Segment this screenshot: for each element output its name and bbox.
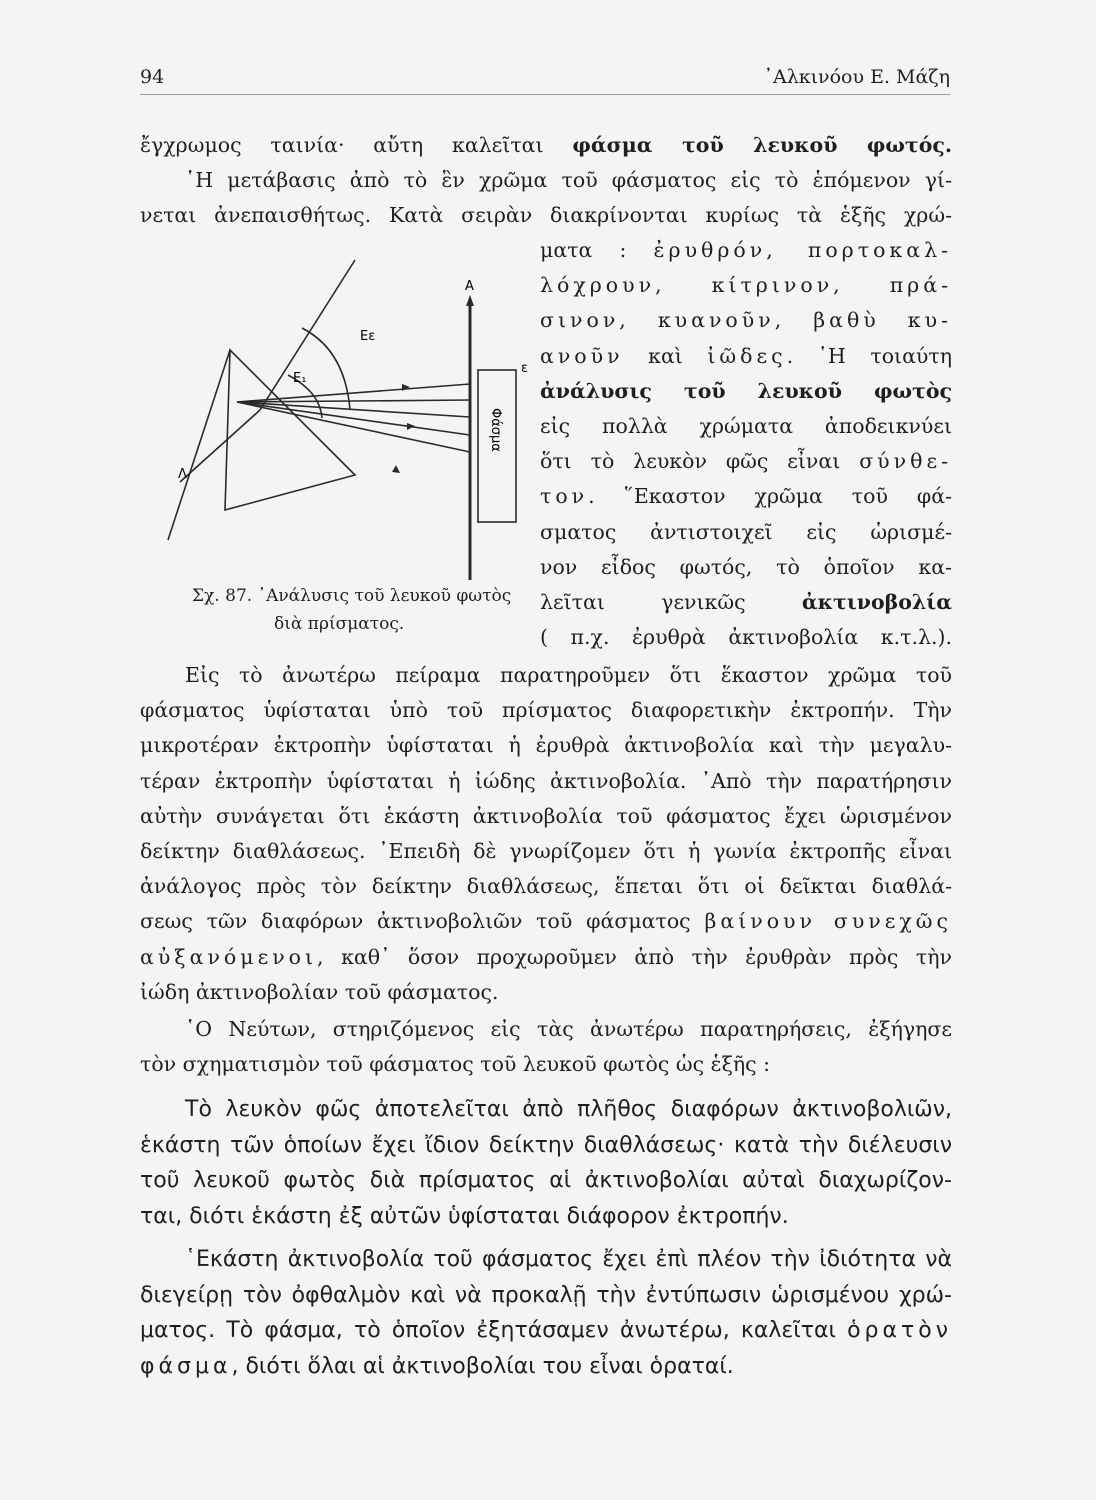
label-e1: Ε₁ — [293, 371, 307, 386]
label-ee: Εε — [360, 329, 376, 344]
text-line: ματος. Τὸ φάσμα, τὸ ὁποῖον ἐξητάσαμεν ἀνωτέρω, καλεῖται ὁρατὸν — [140, 1318, 952, 1343]
text-line: σινον, κυανοῦν, βαθὺ κυ- — [540, 308, 952, 333]
label-lambda: Λ — [178, 467, 187, 482]
paragraph-newton — [140, 1012, 952, 1082]
intro-paragraph — [140, 128, 952, 234]
paragraph-explanation — [140, 1092, 952, 1234]
figure-caption — [192, 582, 522, 638]
text-line: ματα : ἐρυθρόν, πορτοκαλ- — [540, 238, 952, 262]
page-header — [140, 62, 950, 95]
wrapped-text — [540, 233, 952, 655]
term-analysis: ἀνάλυσις τοῦ λευκοῦ φωτὸς — [540, 378, 952, 403]
page-number: 94 — [140, 66, 165, 88]
text-line: τὸν σχηματισμὸν τοῦ φάσματος τοῦ λευκοῦ φωτὸς ὡς ἑξῆς : — [140, 1052, 771, 1077]
text-line: δείκτην διαθλάσεως. ᾿Επειδὴ δὲ γνωρίζομεν ὅτι ἡ γωνία ἐκτροπῆς εἶναι — [140, 838, 952, 863]
deviation-arc-ee — [302, 328, 350, 410]
text-line: σματος ἀντιστοιχεῖ εἰς ὡρισμέ- — [540, 519, 952, 544]
prism-figure — [140, 240, 535, 610]
normal-line — [260, 260, 355, 410]
text-line: νον εἶδος φωτός, τὸ ὁποῖον κα- — [540, 554, 952, 579]
text-line: τον. ῞Εκαστον χρῶμα τοῦ φά- — [540, 484, 952, 509]
paragraph-visible-spectrum — [140, 1242, 952, 1384]
prism-diagram — [140, 240, 535, 580]
text-line: ὅτι τὸ λευκὸν φῶς εἶναι σύνθε- — [540, 449, 952, 474]
screen-arrow — [466, 295, 474, 306]
text-line: ῾Ο Νεύτων, στηριζόμενος εἰς τὰς ἀνωτέρω παρατηρήσεις, ἐξήγησε — [185, 1017, 952, 1041]
text-line: διεγείρῃ τὸν ὀφθαλμὸν καὶ νὰ προκαλῇ τὴν ἐντύπωσιν ὡρισμένου χρώ- — [140, 1282, 952, 1308]
running-head: ᾿Αλκινόου Ε. Μάζη — [763, 66, 950, 88]
text-line: ἔγχρωμος ταινία· αὔτη καλεῖται φάσμα τοῦ λευκοῦ φωτός. — [140, 133, 952, 157]
label-a: Α — [465, 279, 474, 294]
text-line: νεται ἀνεπαισθήτως. Κατὰ σειρὰν διακρίνονται κυρίως τὰ ἑξῆς χρώ- — [140, 203, 952, 228]
text-line: εἰς πολλὰ χρώματα ἀποδεικνύει — [540, 413, 952, 438]
caption-line: Σχ. 87. ᾿Ανάλυσις τοῦ λευκοῦ φωτὸς — [192, 586, 512, 606]
label-e: ε — [521, 361, 529, 376]
text-line: αὐτὴν συνάγεται ὅτι ἑκάστη ἀκτινοβολία τοῦ φάσματος ἔχει ὡρισμένον — [140, 803, 952, 828]
ray-blue — [237, 402, 470, 435]
prism-outline — [225, 350, 355, 510]
term-radiation: ἀκτινοβολία — [801, 589, 952, 614]
text-line: σεως τῶν διαφόρων ἀκτινοβολιῶν τοῦ φάσματος βαίνουν συνεχῶς — [140, 909, 952, 934]
text-line: μικροτέραν ἐκτροπὴν ὑφίσταται ἡ ἐρυθρὰ ἀκτινοβολία καὶ τὴν μεγαλυ- — [140, 733, 952, 758]
text-line: ( π.χ. ἐρυθρὰ ἀκτινοβολία κ.τ.λ.). — [540, 625, 952, 650]
text-line: ανοῦν καὶ ἰῶδες. ῾Η τοιαύτη — [540, 343, 952, 368]
text-line: λόχρουν, κίτρινον, πρά- — [540, 273, 952, 298]
text-line: ῾Εκάστη ἀκτινοβολία τοῦ φάσματος ἔχει ἐπὶ πλέον τὴν ἰδιότητα νὰ — [185, 1247, 952, 1272]
text-line: ῾Η μετάβασις ἀπὸ τὸ ἓν χρῶμα τοῦ φάσματος εἰς τὸ ἑπόμενον γί- — [185, 168, 952, 193]
text-line: φάσματος ὑφίσταται ὑπὸ τοῦ πρίσματος διαφορετικὴν ἐκτροπήν. Τὴν — [140, 698, 952, 723]
text-line: τοῦ λευκοῦ φωτὸς διὰ πρίσματος αἱ ἀκτινοβολίαι αὐταὶ διαχωρίζον- — [140, 1168, 952, 1193]
caption-line: διὰ πρίσματος. — [274, 614, 405, 634]
term-spectrum: φάσμα τοῦ λευκοῦ φωτός. — [572, 133, 952, 157]
paragraph-deviation — [140, 658, 952, 1010]
incident-ray — [180, 410, 260, 482]
text-line: Τὸ λευκὸν φῶς ἀποτελεῖται ἀπὸ πλῆθος διαφόρων ἀκτινοβολιῶν, — [185, 1097, 952, 1122]
text-line: ἀνάλογος πρὸς τὸν δείκτην διαθλάσεως, ἕπεται ὅτι οἱ δεῖκται διαθλά- — [140, 874, 952, 899]
text-line: ἰώδη ἀκτινοβολίαν τοῦ φάσματος. — [140, 979, 499, 1004]
text-line: αὐξανόμενοι, καθ᾿ ὅσον προχωροῦμεν ἀπὸ τὴν ἐρυθρὰν πρὸς τὴν — [140, 944, 952, 969]
text-line: Εἰς τὸ ἀνωτέρω πείραμα παρατηροῦμεν ὅτι ἕκαστον χρῶμα τοῦ — [185, 663, 952, 687]
text-line: ται, διότι ἑκάστη ἐξ αὐτῶν ὑφίσταται διάφορον ἐκτροπήν. — [140, 1203, 789, 1229]
label-spectrum: Φάσμα — [488, 408, 503, 452]
text-line: ἑκάστη τῶν ὁποίων ἔχει ἴδιον δείκτην διαθλάσεως· κατὰ τὴν διέλευσιν — [140, 1132, 952, 1158]
text-line: τέραν ἐκτροπὴν ὑφίσταται ἡ ἰώδης ἀκτινοβολία. ᾿Απὸ τὴν παρατήρησιν — [140, 768, 952, 793]
text-line: φάσμα, διότι ὅλαι αἱ ἀκτινοβολίαι του εἶναι ὁραταί. — [140, 1353, 734, 1379]
text-line — [540, 374, 952, 409]
text-line: λεῖται γενικῶς ἀκτινοβολία — [540, 589, 952, 614]
ray-orange — [237, 400, 470, 402]
